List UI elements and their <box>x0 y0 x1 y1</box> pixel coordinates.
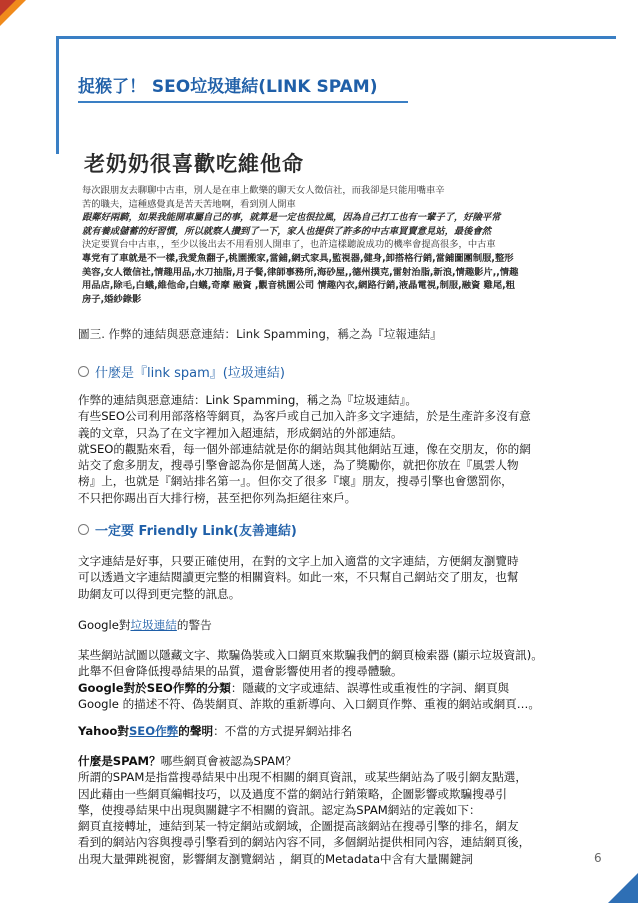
screenshot-line: 專党有了車就是不一樣,我愛魚翻子,桃園搬家,當鋪,網式家具,監視器,健身,卸搭格行銷,當鋪圖團制服,整形 <box>82 252 514 264</box>
google-warning-line: Google對垃圾連結的警告 <box>78 618 212 632</box>
screenshot-line: 苦的職夫，這種感覺真是苦天苦地啊，看到別人開車 <box>82 198 296 210</box>
google-paragraph: 某些網站試圖以隱藏文字、欺騙偽裝或入口網頁來欺騙我們的網頁檢索器 (顯示垃圾資訊)。 此舉不但會降低搜尋結果的品質，還會影響使用者的搜尋體驗。 Google對於SEO作弊的分類：隱藏的文字或連結、誤導性或重複性的字詞、網頁與 Google 的描述不符、偽裝網頁、詐欺的重新導向、入口網頁作弊、重複的網站或網頁…。 <box>78 648 543 711</box>
title-box <box>78 72 408 103</box>
screenshot-line: 每次跟朋友去聊聊中古車，別人是在車上歡樂的聊天女人徵信社，而我卻是只能用嘴車辛 <box>82 185 445 196</box>
section1-paragraph: 作弊的連結與惡意連結：Link Spamming，稱之為『垃圾連結』。 有些SEO公司利用部落格等網頁，為客戶或自己加入許多文字連結，於是生產許多沒有意 義的文章，只為了在文字裡加入超連結，形成網站的外部連結。 就SEO的觀點來看，每一個外部連結就是你的網站與其他網站互連，像在交朋友，你的網 站交了愈多朋友，搜尋引擎會認為你是個萬人迷，為了獎勵你，就把你放在『風雲人物 榜』上，也就是『網站排名第一』。但你交了很多『壞』朋友，搜尋引擎也會懲罰你， 不只把你踢出百大排行榜，甚至把你列為拒絕往來戶。 <box>78 393 531 505</box>
yahoo-statement: Yahoo對SEO作弊的聲明：不當的方式提昇網站排名 <box>78 724 353 738</box>
section2-paragraph: 文字連結是好事，只要正確使用，在對的文字上加入適當的文字連結，方便網友瀏覽時 可以透過文字連結閱讀更完整的相關資料。如此一來，不只幫自己網站交了朋友，也幫 助網友可以得到更完整的訊息。 <box>78 554 519 601</box>
screenshot-line: 用品店,除毛,白蟻,維他命,白蟻,奇摩 融資 ,觀音桃園公司 情趣內衣,網路行銷,液晶電視,制服,融資 雞尾,粗 <box>82 280 515 292</box>
left-rule <box>56 36 59 154</box>
corner-decoration-bottom-right <box>608 873 638 903</box>
embedded-screenshot <box>78 140 584 322</box>
screenshot-line: 決定要買台中古車，，至少以後出去不用看別人開車了，也許這樣聽說成功的機率會提高很多，中古車 <box>82 239 496 251</box>
seo-cheat-link[interactable]: SEO作弊 <box>128 724 179 738</box>
page-number: 6 <box>594 851 602 865</box>
screenshot-line: 美容,女人徵信社,情趣用品,水刀抽脂,月子餐,律師事務所,海砂屋,,德州撲克,雷射治脂,新浪,情趣影片,,情趣 <box>82 266 519 278</box>
smiley-icon <box>78 524 89 535</box>
spam-paragraph: 什麼是SPAM？哪些網頁會被認為SPAM？ 所謂的SPAM是指當搜尋結果中出現不相關的網頁資訊，或某些網站為了吸引網友點選， 因此藉由一些網頁編輯技巧，以及過度不當的網站行銷策略，企圖影響或欺騙搜尋引 擎，使搜尋結果中出現與關鍵字不相關的資訊。認定為SPAM網站的定義如下： 網頁直接轉址，連結到某一特定網站或網域，企圖提高該網站在搜尋引擎的排名，網友 看到的網站內容與搜尋引擎看到的網站內容不同，多個網站提供相同內容，連結網頁後， 出現大量彈跳視窗，影響網友瀏覽網站 ，網頁的Metadata中含有大量關鍵詞 <box>78 754 531 866</box>
screenshot-body <box>82 184 580 306</box>
screenshot-line: 房子,婚紗錄影 <box>82 293 142 305</box>
top-rule <box>56 36 616 39</box>
screenshot-line: 跟鄰好兩騎，如果我能開車屬自己的事，就算是一定也很拉風，因為自己打工也有一輩子了，好險平常 <box>82 212 501 224</box>
figure-caption: 圖三. 作弊的連結與惡意連結：Link Spamming，稱之為『垃報連結』 <box>78 327 442 341</box>
section-heading-friendly-link: 一定要 Friendly Link(友善連結) <box>78 520 297 539</box>
link-spam-link[interactable]: 垃圾連結 <box>130 618 177 632</box>
page-title: 捉猴了！ SEO垃圾連結(LINK SPAM) <box>78 77 378 97</box>
section-heading-link-spam: 什麼是『link spam』(垃圾連結) <box>78 362 285 381</box>
smiley-icon <box>78 366 89 377</box>
screenshot-heading: 老奶奶很喜歡吃維他命 <box>84 151 304 176</box>
screenshot-line: 就有養成儲蓄的好習慣，所以就察人攢到了一下，家人也提供了許多的中古車買賣意見站，最後會然 <box>82 225 492 237</box>
corner-decoration-top-left-inner <box>0 0 16 16</box>
